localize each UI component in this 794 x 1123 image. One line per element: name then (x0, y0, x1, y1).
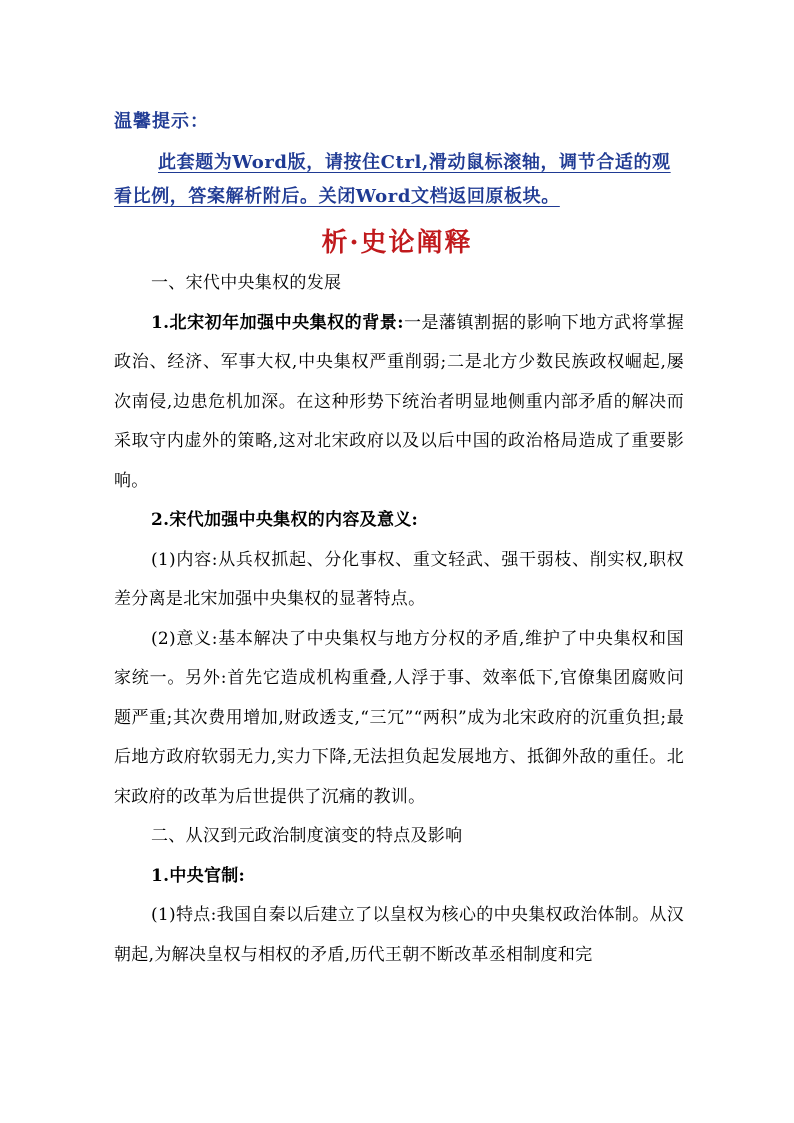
paragraph-lead: 2.宋代加强中央集权的内容及意义: (151, 510, 419, 530)
paragraph (114, 620, 684, 818)
paragraph-lead: 1.北宋初年加强中央集权的背景: (151, 312, 404, 333)
paragraph (114, 896, 684, 975)
paragraph-text: (2)意义:基本解决了中央集权与地方分权的矛盾,维护了中央集权和国家统一。另外:首先它造成机构重叠,人浮于事、效率低下,官僚集团腐败问题严重;其次费用增加,财政透支,“三冗”“两积”成为北宋政府的沉重负担;最后地方政府软弱无力,实力下降,无法担负起发展地方、抵御外敌的重任。北宋政府的改革为后世提供了沉痛的教训。 (114, 628, 684, 807)
notice-body: 此套题为Word版，请按住Ctrl,滑动鼠标滚轴，调节合适的观看比例，答案解析附后。关闭Word文档返回原板块。 (114, 152, 671, 207)
section-title: 析·史论阐释 (321, 228, 473, 258)
paragraph (114, 857, 684, 897)
paragraph-lead: 1.中央官制: (151, 865, 246, 886)
notice-title: 温馨提示： (114, 111, 209, 132)
paragraph-text: (1)特点:我国自秦以后建立了以皇权为核心的中央集权政治体制。从汉朝起,为解决皇权与相权的矛盾,历代王朝不断改革丞相制度和完 (114, 905, 684, 965)
paragraph (114, 541, 684, 620)
paragraph (114, 817, 684, 857)
paragraph (114, 264, 684, 304)
paragraph-text: 一是藩镇割据的影响下地方武将掌握政治、经济、军事大权,中央集权严重削弱;二是北方少数民族政权崛起,屡次南侵,边患危机加深。在这种形势下统治者明显地侧重内部矛盾的解决而采取守内虚外的策略,这对北宋政府以及以后中国的政治格局造成了重要影响。 (114, 312, 684, 491)
body-text (114, 264, 684, 975)
paragraph-text: 二、从汉到元政治制度演变的特点及影响 (151, 826, 463, 846)
paragraph (114, 304, 684, 502)
paragraph-text: 一、宋代中央集权的发展 (151, 273, 342, 293)
paragraph (114, 501, 684, 541)
paragraph-text: (1)内容:从兵权抓起、分化事权、重文轻武、强干弱枝、削实权,职权差分离是北宋加强中央集权的显著特点。 (114, 549, 684, 609)
